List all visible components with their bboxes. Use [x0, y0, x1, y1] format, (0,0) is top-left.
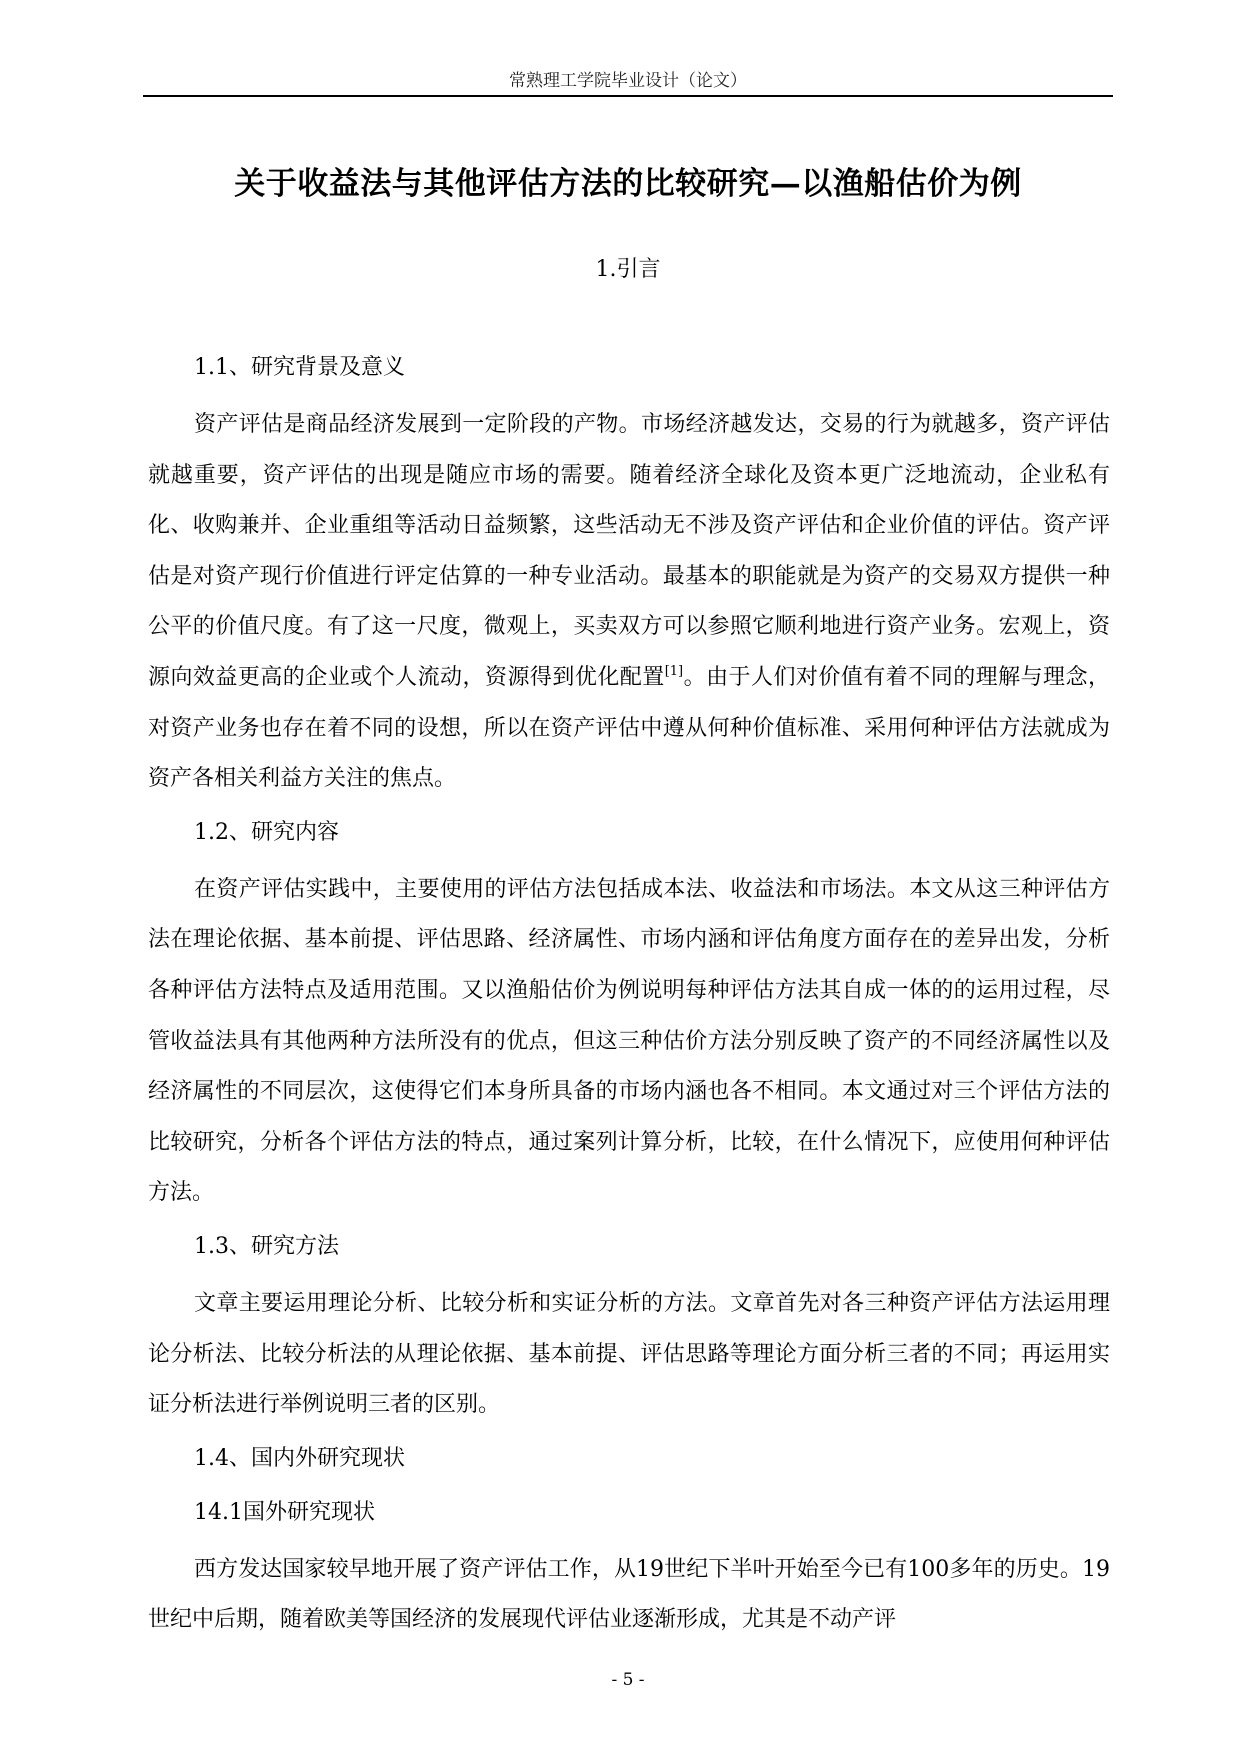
section-heading-1-1: 1.1、研究背景及意义: [194, 355, 405, 380]
paragraph-background-text-b: 。由于人们对价值有着不同的理解与理念，对资产业务也存在着不同的设想，所以在资产评估中遵从何种价值标准、采用何种评估方法就成为资产各相关利益方关注的焦点。: [148, 664, 1110, 792]
paragraph-foreign-research: 西方发达国家较早地开展了资产评估工作，从19世纪下半叶开始至今已有100多年的历史。19世纪中后期，随着欧美等国经济的发展现代评估业逐渐形成，尤其是不动产评: [148, 1556, 1110, 1633]
paragraph-background: [148, 400, 1110, 805]
paragraph-content: 在资产评估实践中，主要使用的评估方法包括成本法、收益法和市场法。本文从这三种评估方法在理论依据、基本前提、评估思路、经济属性、市场内涵和评估角度方面存在的差异出发，分析各种评估方法特点及适用范围。又以渔船估价为例说明每种评估方法其自成一体的的运用过程，尽管收益法具有其他两种方法所没有的优点，但这三种估价方法分别反映了资产的不同经济属性以及经济属性的不同层次，这使得它们本身所具备的市场内涵也各不相同。本文通过对三个评估方法的比较研究，分析各个评估方法的特点，通过案列计算分析，比较，在什么情况下，应使用何种评估方法。: [148, 876, 1110, 1206]
document-body: [148, 346, 1110, 1652]
document-title: 关于收益法与其他评估方法的比较研究—以渔船估价为例: [234, 166, 1022, 202]
intro-heading: 1.引言: [595, 257, 661, 282]
header-rule: [143, 95, 1113, 97]
page-number: - 5 -: [611, 1670, 645, 1690]
section-heading-1-4-1: 14.1国外研究现状: [194, 1499, 375, 1525]
section-heading-1-4: 1.4、国内外研究现状: [194, 1445, 405, 1471]
section-heading-1-2: 1.2、研究内容: [194, 819, 339, 845]
citation-1: [1]: [664, 663, 684, 679]
section-heading-1-3: 1.3、研究方法: [194, 1233, 339, 1259]
paragraph-method: 文章主要运用理论分析、比较分析和实证分析的方法。文章首先对各三种资产评估方法运用理论分析法、比较分析法的从理论依据、基本前提、评估思路等理论方面分析三者的不同；再运用实证分析法进行举例说明三者的区别。: [148, 1290, 1110, 1418]
running-header: 常熟理工学院毕业设计（论文）: [509, 71, 747, 91]
paragraph-background-text-a: 资产评估是商品经济发展到一定阶段的产物。市场经济越发达，交易的行为就越多，资产评估就越重要，资产评估的出现是随应市场的需要。随着经济全球化及资本更广泛地流动，企业私有化、收购兼并、企业重组等活动日益频繁，这些活动无不涉及资产评估和企业价值的评估。资产评估是对资产现行价值进行评定估算的一种专业活动。最基本的职能就是为资产的交易双方提供一种公平的价值尺度。有了这一尺度，微观上，买卖双方可以参照它顺利地进行资产业务。宏观上，资源向效益更高的企业或个人流动，资源得到优化配置: [148, 412, 1110, 690]
